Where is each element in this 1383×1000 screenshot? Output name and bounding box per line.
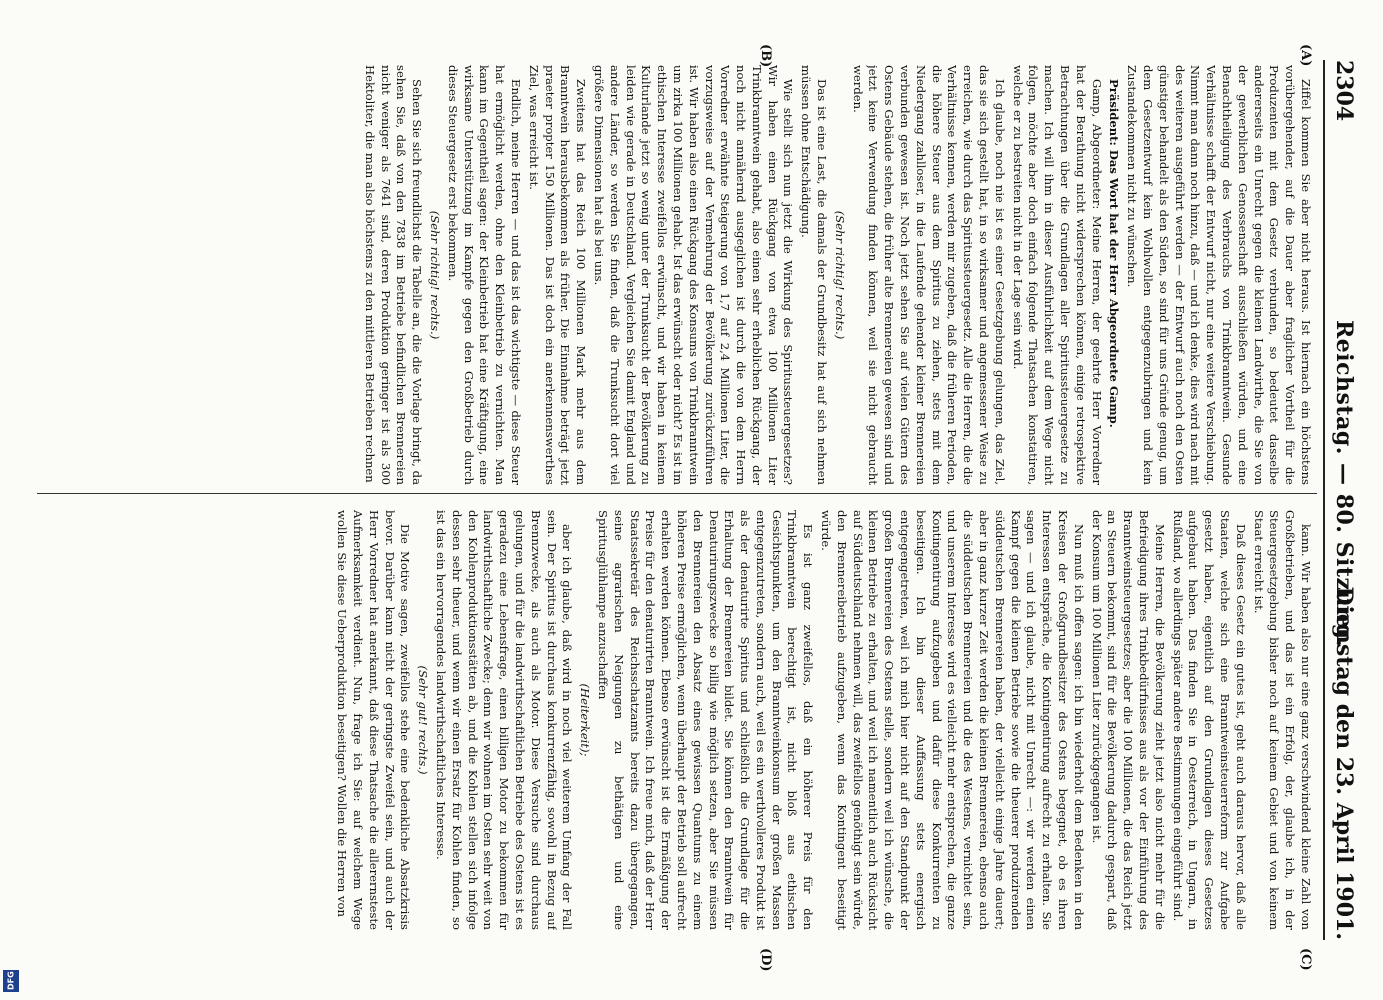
marker-d: (D)	[758, 948, 773, 972]
paragraph: Ziffel kommen Sie aber nicht heraus. Ist hiernach ein höchstens vorübergehender, auf die Dauer aber fraglicher Vortheil für die Produzenten mit dem Gesetz verbunden, so bedeutet dasselbe andererseits ein Unrecht gegen die kleinen Landwirthe, die Sie von der gewerblichen Genossenschaft ausschließen würden, und eine Benachtheiligung des Verbrauchs von Trinkbranntwein. Gesunde Verhältnisse schafft der Entwurf nicht, nur eine weitere Verschiebung. Nimmt man dann noch hinzu, daß — und ich denke, dies wird nach mit des weiteren ausgeführt werden — der Entwurf auch noch den Osten günstiger behandelt als den Süden, so sind für uns Gründe genug, um dem Gesetzentwurf kein Wohlwollen entgegenzubringen und kein Zustandekommen nicht zu wünschen.	[1125, 65, 1313, 485]
paragraph: Ich glaube, noch nie ist es einer Gesetzgebung gelungen, das Ziel, das sie sich gestellt hat, in so wirksamer und angemessener Weise zu erreichen, wie durch das Spiritussteuergesetz. Alle die Herren, die die Verhältnisse kennen, werden mir zugeben, daß die früheren Perioden, die höhere Steuer aus dem Spiritus zu ziehen, stets mit dem Niedergang zahlloser, in die Laufende gehender kleiner Brennereien verbunden gewesen ist. Noch jetzt sehen Sie auf vielen Gütern des Ostens Gebäude stehen, die früher alte Brennereien gewesen sind und jetzt keine Verwendung finden können, weil sie nicht gebraucht werden.	[850, 65, 1007, 485]
paragraph: Zweitens hat das Reich 100 Millionen Mark mehr aus dem Branntwein herausbekommen als früher. Die Einnahme beträgt jetzt praeter propter 150 Millionen. Das ist doch ein anerkennenswerthes Ziel, was erreicht ist.	[526, 65, 589, 485]
paragraph: aber ich glaube, daß wird in noch viel weiterem Umfang der Fall sein. Der Spiritus ist durchaus konkurrenzfähig, sowohl in Bezug auf Brennzwecke, als auch als Motor. Diese Versuche sind durchaus gelungen, und für die landwirthschaftlichen Betriebe des Ostens ist es geradezu eine Lebensfrage, einen billigen Motor zu bekommen für landwirthschaftliche Zwecke; denn wir wohnen im Osten sehr weit von den Kohlenproduktionsstätten ab, und die Kohlen stellen sich infolge dessen sehr theuer, und wenn wir einen Ersatz für Kohlen finden, so ist das ein hervorragendes landwirthschaftliches Interesse.	[433, 510, 575, 930]
paragraph: Sehen Sie sich freundlichst die Tabelle an, die die Vorlage bringt, da sehen Sie, daß von den 7838 im Betriebe befindlichen Brennereien nicht weniger als 7641 sind, deren Produktion geringer ist als 300 Hektoliter, die man also höchstens zu den mittleren Betrieben rechnen	[362, 65, 425, 485]
paragraph: kann. Wir haben also nur eine ganz verschwindend kleine Zahl von Großbetrieben, und das ist ein Erfolg, der, glaube ich, in der Steuergesetzgebung bisher noch auf keinem Gebiet und von keinem Staat erreicht ist.	[1251, 510, 1313, 930]
paragraph: Die Motive sagen, zweifellos stehe eine bedenkliche Absatzkrisis bevor. Darüber kann nicht der geringste Zweifel sein, und auch der Herr Vorredner hat anerkannt, daß diese Thatsache die allerernsteste Aufmerksamkeit verdient. Nun, frage ich Sie: auf welchem Wege wollen Sie diese Ueberproduktion beseitigen? Wollen die Herren von	[335, 510, 413, 930]
interjection: (Heiterkeit);	[578, 683, 593, 757]
paragraph: Wie stellt sich nun jetzt die Wirkung des Spiritussteuergesetzes? Wir haben einen Rückgang von etwa 100 Millionen Liter Trinkbranntwein gehabt, also einen sehr erheblichen Rückgang, der noch nicht annähernd ausgeglichen ist durch die von dem Herrn Vorredner erwähnte Steigerung von 1,7 auf 2,4 Millionen Liter, die vorzugsweise auf der Vermehrung der Bevölkerung zurückzuführen ist. Wir haben also einen Rückgang des Konsums von Trinkbranntwein um zirka 100 Millionen gehabt. Ist das erwünscht oder nicht? Es ist im ethischen Interesse zweifellos erwünscht, und wir haben in keinem Kulturlande jetzt so wenig unter der Trunksucht der Bevölkerung zu leiden wie gerade in Deutschland. Vergleichen Sie damit England und andere Länder, so werden Sie finden, daß die Trunksucht dort viel größere Dimensionen hat als bei uns.	[591, 65, 796, 485]
paragraph: Es ist ganz zweifellos, daß ein höherer Preis für den Trinkbranntwein berechtigt ist, nicht bloß aus ethischen Gesichtspunkten, um den Branntweinkonsum der großen Massen entgegenzutreten, sondern auch, weil es ein werthvolleres Produkt ist als der denaturirte Spiritus und schließlich die Grundlage für die Erhaltung der Brennereien bildet. Sie können den Branntwein für Denaturirungszwecke so billig wie möglich setzen, aber Sie müssen den Brennereien den Absatz eines gewissen Quantums zu einem höheren Preise ermöglichen, wenn überhaupt der Betrieb soll aufrecht erhalten werden können. Ebenso erwünscht ist die Ermäßigung der Preise für den denaturirten Branntwein. Ich freue mich, daß der Herr Staatssekretär des Reichsschatzamts bereits dazu übergegangen, seine agrarischen Neigungen zu bethätigen und eine Spiritusglühlampe anzuschaffen	[595, 510, 816, 930]
marker-c: (C)	[1298, 948, 1313, 971]
paragraph: Das ist eine Last, die damals der Grundbesitz hat auf sich nehmen müssen ohne Entschädigung.	[799, 65, 830, 485]
paragraph: Daß dieses Gesetz ein gutes ist, geht auch daraus hervor, daß alle Staaten, welche sich eine Branntweinsteuerreform zur Aufgabe gesetzt haben, eigentlich auf den Grundlagen dieses Gesetzes aufgebaut haben. Das finden Sie in Oesterreich, in Ungarn, in Rußland, wo allerdings später andere Bestimmungen eingeführt sind.	[1170, 510, 1248, 930]
paragraph: Meine Herren, die Bevölkerung zieht jetzt also nicht mehr für die Befriedigung ihres Trinkbedürfnisses aus als vor der Einführung des Branntweinsteuergesetzes; aber die 100 Millionen, die das Reich jetzt an Steuern bekommt, sind für die Bevölkerung dadurch gespart, daß der Konsum um 100 Millionen Liter zurückgegangen ist.	[1089, 510, 1167, 930]
column-divider	[37, 493, 1317, 494]
page-number: 2304	[1331, 60, 1357, 122]
paragraph: Gamp, Abgeordneter: Meine Herren, der geehrte Herr Vorredner hat der Berathung nicht widersprechen können, einige retrospektive Betrachtungen über die Grundlagen aller Spiritussteuergesetze zu machen. Ich will ihm in dieser Ausführlichkeit auf dem Wege nicht folgen, möchte aber doch einfach folgende Thatsachen konstatiren, welche er zu bestreiten nicht in der Lage sein wird.	[1010, 65, 1104, 485]
speaker-line: Präsident: Das Wort hat der Herr Abgeordnete Gamp.	[1107, 79, 1122, 428]
interjection: (Sehr gut! rechts.)	[416, 665, 431, 775]
left-column	[43, 65, 1313, 485]
interjection: (Sehr richtig! rechts.)	[832, 210, 847, 340]
paragraph: Nun muß ich offen sagen: ich bin wiederholt dem Bedenken in den Kreisen der Großgrundbesitzer des Ostens begegnet, ob es ihren Interessen entspräche, die Kontingentirung aufrecht zu erhalten. Sie sagen — und ich glaube, nicht mit Unrecht —: wir werden einen Kampf gegen die kleinen Betriebe sowie die theuerer produzirenden süddeutschen Brennereien haben, der vielleicht einige Jahre dauert; aber in ganz kurzer Zeit werden die kleinen Brennereien, ebenso auch die süddeutschen Brennereien und die des Westens, vernichtet sein, und unserem Interesse wird es vielleicht mehr entsprechen, die ganze Kontingentirung aufzugeben und dafür diese Konkurrenten zu beseitigen. Ich bin dieser Auffassung stets energisch entgegengetreten, weil ich mich hier nicht auf den Standpunkt der großen Brennereien des Ostens stelle, sondern weil ich wünsche, die kleinen Betriebe zu erhalten, und weil ich namentlich auch Rücksicht auf Süddeutschland nehmen will, das zweifellos genöthigt sein würde, den Brennereibetrieb aufzugeben, wenn das Kontingent beseitigt würde.	[819, 510, 1086, 930]
interjection: (Sehr richtig! rechts.)	[427, 210, 442, 340]
page-title: Reichstag. — 80. Sitzung.	[1331, 320, 1357, 648]
marker-b: (B)	[758, 44, 773, 68]
right-column	[43, 510, 1313, 930]
marker-a: (A)	[1298, 44, 1313, 67]
paragraph: Endlich, meine Herren — und das ist das wichtigste — diese Steuer hat ermöglicht werden, ohne den Kleinbetrieb zu vernichten. Man kann im Gegentheil sagen: der Kleinbetrieb hat eine Kräftigung, eine wirksame Unterstützung im Kampfe gegen den Großbetrieb durch dieses Steuergesetz erst bekommen.	[445, 65, 523, 485]
page-header	[1323, 60, 1365, 940]
dfg-logo: DFG	[3, 970, 19, 992]
session-date: Dienstag den 23. April 1901.	[1331, 586, 1357, 940]
